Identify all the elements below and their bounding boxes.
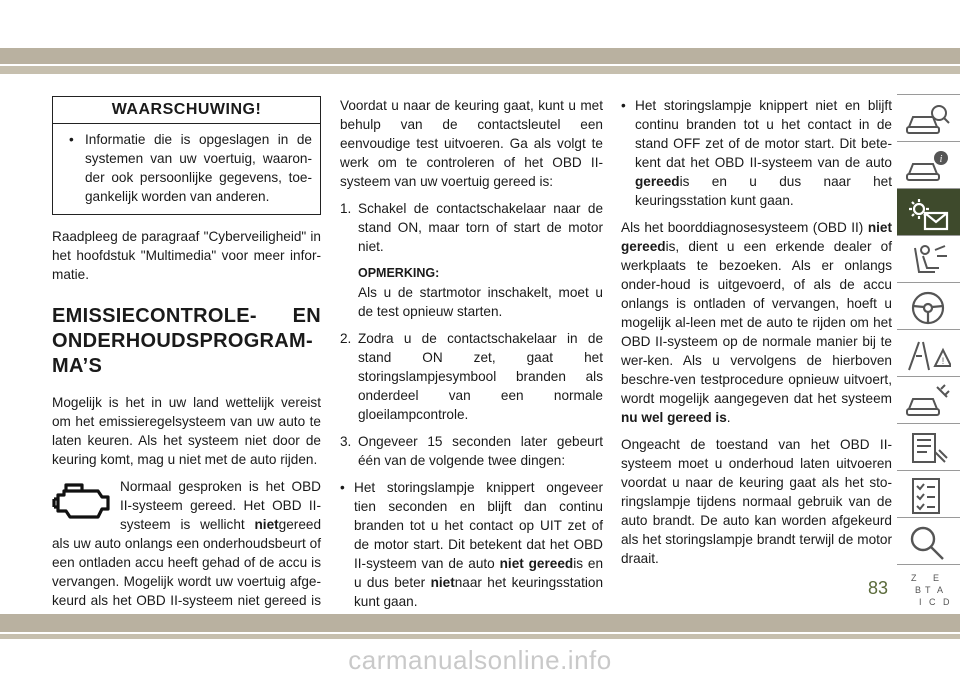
index-letter: Z (911, 573, 917, 583)
list-item-2 (340, 329, 603, 424)
list-text: Schakel de contactschakelaar naar de stand ON, maar torn of start de motor niet. (358, 201, 603, 254)
paragraph-cyber-reference: Raadpleeg de paragraaf "Cyberveiligheid" in het hoofdstuk "Multimedia" voor meer infor-matie. (52, 229, 321, 282)
bullet-text-c: naar het keuringsstation kunt gaan. (354, 575, 604, 609)
top-band (0, 48, 960, 64)
chapter-sidebar (897, 94, 960, 606)
bullet-text-bold: niet gereed (499, 556, 574, 571)
bottom-band (0, 614, 960, 632)
index-letter: B (915, 585, 922, 595)
paragraph-regardless: Ongeacht de toestand van het OBD II-systeem moet u onderhoud laten uitvoeren voordat u naar de keuring gaat als het sto-ringslampje tijdens normaal gebruik van de auto brandt. De auto kan worden afgekeurd als het storingslampje brandt terwijl de motor draait. (621, 437, 892, 566)
obd-text-bold: niet (254, 517, 279, 532)
note-title: OPMERKING: (358, 266, 440, 280)
bullet-dot: • (69, 132, 74, 147)
warning-text: Informatie die is opgeslagen in de systemen van uw voertuig, waaron-der ook persoonlijke gegevens, toe-gankelijk worden van anderen. (85, 132, 312, 204)
maintenance-icon[interactable] (897, 423, 960, 473)
warning-title: WAARSCHUWING! (53, 97, 320, 124)
bullet-dot: • (621, 98, 626, 113)
index-letter: C (929, 597, 936, 607)
paragraph-obd-status (52, 477, 321, 629)
list-number: 3. (340, 434, 352, 449)
engine-icon (52, 479, 114, 525)
road-warning-icon[interactable] (897, 329, 960, 379)
svg-text:i: i (939, 154, 943, 165)
list-text: Zodra u de contactschakelaar in de stand ON zet, gaat het storingslampjesymbool branden als onderdeel van een normale gloeilampcontrole. (358, 331, 603, 422)
column-1 (52, 96, 321, 637)
note (340, 264, 603, 321)
steering-wheel-icon[interactable] (897, 282, 960, 332)
bullet-text-bold: gereed (635, 174, 680, 189)
para-text-bold: niet gereed (621, 220, 892, 254)
bullet-text-b: is en u dus beter (354, 556, 604, 590)
car-info-icon[interactable] (897, 141, 960, 191)
index-letter: A (937, 585, 944, 595)
list-number: 1. (340, 201, 352, 216)
airbag-seat-icon[interactable] (897, 235, 960, 285)
bullet-text-a: Het storingslampje knippert ongeveer tien seconden en blijft dan continu branden tot u het contact op UIT zet of de motor start. Dit betekent dat het OBD II-systeem van de auto (354, 480, 603, 571)
bullet-ready (621, 96, 892, 210)
warning-box (52, 96, 321, 215)
bottom-band-secondary (0, 634, 960, 639)
list-number: 2. (340, 331, 352, 346)
warning-bullet (53, 124, 320, 214)
list-item-3 (340, 432, 603, 470)
top-band-secondary (0, 66, 960, 74)
note-text: Als u de startmotor inschakelt, moet u de test opnieuw starten. (358, 285, 603, 319)
car-wrench-icon[interactable] (897, 376, 960, 426)
bullet-text-a: Het storingslampje knippert niet en blijft continu branden tot u het contact in de stand OFF zet of de motor start. Dit bete-kent dat het OBD II-systeem van de auto (635, 98, 892, 170)
para-text-c: . (726, 410, 731, 425)
index-letter: D (943, 597, 950, 607)
index-letter: E (933, 573, 940, 583)
watermark: carmanualsonline.info (348, 645, 612, 675)
column-3 (621, 96, 892, 576)
search-icon[interactable] (897, 517, 960, 567)
column-2 (340, 96, 603, 611)
paragraph-test-intro: Voordat u naar de keuring gaat, kunt u met behulp van de contactsleutel een eenvoudige test uitvoeren. Ga als volgt te werk om te controleren of het OBD II-systeem van uw voertuig gereed is: (340, 98, 603, 189)
paragraph-emission-intro: Mogelijk is het in uw land wettelijk vereist om het emissieregelsysteem van uw auto te laten keuren. Als het systeem niet door de keuring komt, mag u niet met de auto rijden. (52, 395, 321, 467)
checklist-icon[interactable] (897, 470, 960, 520)
page-number: 83 (868, 578, 889, 598)
para-text-bold2: nu wel gereed is (621, 410, 727, 425)
list-item-1 (340, 199, 603, 256)
index-letter: I (919, 597, 922, 607)
paragraph-not-ready (621, 218, 892, 427)
car-search-icon[interactable] (897, 94, 960, 144)
svg-text:!: ! (941, 356, 945, 366)
index-letter: T (925, 585, 931, 595)
bullet-text-b: is en u dus naar het keuringsstation kunt gaan. (635, 174, 892, 208)
bullet-not-ready (340, 478, 603, 611)
section-heading: EMISSIECONTROLE- EN ONDERHOUDSPROGRAM-MA’S (52, 305, 321, 377)
para-text-b: is, dient u een erkende dealer of werkplaats te bezoeken. Als er onlangs onder-houd is uitgevoerd, of als de accu onlangs is ontladen of vervangen, hoeft u mogelijk al-leen met de auto te rijden om het OBD II-systeem op de normale manier bij te wer-ken. Als u vervolgens de hierboven beschre-ven testprocedure opnieuw uitvoert, wordt mogelijk aangegeven dat het systeem (621, 239, 892, 406)
bullet-text-bold2: niet (430, 575, 455, 590)
para-text-a: Als het boorddiagnosesysteem (OBD II) (621, 220, 868, 235)
obd-text-a: Normaal gesproken is het OBD II-systeem gereed. Het OBD II-systeem is wellicht (120, 479, 321, 532)
bullet-dot: • (340, 480, 345, 495)
obd-text-b: gereed als uw auto onlangs een onderhoudsbeurt of een ontladen accu heeft gehad of de accu is vervangen. Mogelijk wordt uw voertuig afge-keurd als het OBD II-systeem niet gereed is (52, 517, 321, 608)
warning-lights-icon[interactable] (897, 188, 960, 238)
alphabet-index-icon[interactable] (897, 564, 960, 606)
list-text: Ongeveer 15 seconden later gebeurt één van de volgende twee dingen: (358, 434, 603, 468)
